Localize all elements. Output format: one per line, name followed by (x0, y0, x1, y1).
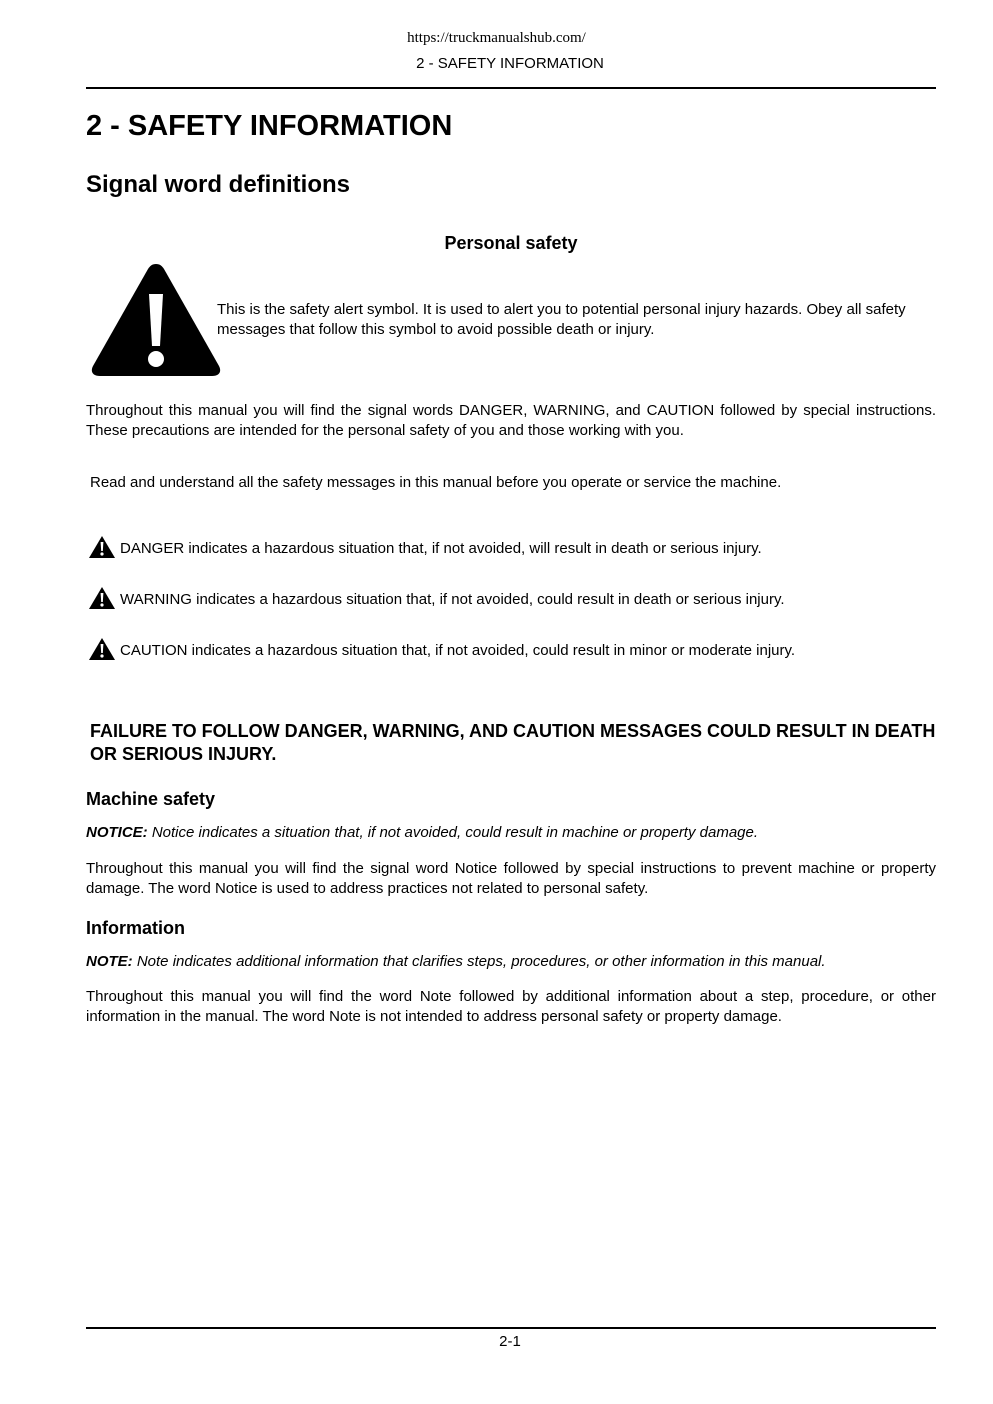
information-heading: Information (86, 918, 185, 938)
caution-text: CAUTION indicates a hazardous situation that, if not avoided, could result in minor or moderate injury. (120, 642, 796, 659)
danger-text: DANGER indicates a hazardous situation that, if not avoided, will result in death or serious injury. (120, 540, 762, 557)
page-number: 2-1 (499, 1333, 521, 1350)
safety-alert-description: This is the safety alert symbol. It is used to alert you to potential personal injury hazards. Obey all safety messages that follow this symbol to avoid possible death or injury. (217, 301, 906, 338)
safety-alert-triangle-icon (89, 260, 223, 378)
notice-label: NOTICE: (86, 824, 148, 841)
notice-text: Notice indicates a situation that, if not avoided, could result in machine or property damage. (151, 824, 759, 841)
note-text: Note indicates additional information that clarifies steps, procedures, or other information in this manual. (136, 953, 826, 970)
notice-definition (86, 823, 936, 843)
safety-alert-triangle-icon (88, 586, 116, 610)
source-url: https://truckmanualshub.com/ (407, 30, 586, 46)
danger-definition (88, 535, 762, 559)
safety-alert-triangle-icon (88, 535, 116, 559)
caution-definition (88, 637, 795, 661)
safety-alert-triangle-icon (88, 637, 116, 661)
section-title: Signal word definitions (86, 171, 350, 198)
read-understand-paragraph: Read and understand all the safety messages in this manual before you operate or service the machine. (90, 474, 782, 491)
failure-warning: FAILURE TO FOLLOW DANGER, WARNING, AND CAUTION MESSAGES COULD RESULT IN DEATH OR SERIOUS INJURY. (90, 721, 936, 764)
footer-rule (86, 1327, 936, 1329)
warning-text: WARNING indicates a hazardous situation that, if not avoided, could result in death or serious injury. (120, 591, 785, 608)
information-paragraph: Throughout this manual you will find the word Note followed by additional information about a step, procedure, or other information in the manual. The word Note is not intended to address personal safety or property damage. (86, 988, 936, 1025)
warning-definition (88, 586, 785, 610)
note-definition (86, 952, 936, 972)
page-title: 2 - SAFETY INFORMATION (86, 110, 453, 142)
machine-safety-paragraph: Throughout this manual you will find the signal word Notice followed by special instructions to prevent machine or property damage. The word Notice is used to address practices not related to personal safety. (86, 860, 936, 897)
signal-words-intro: Throughout this manual you will find the signal words DANGER, WARNING, and CAUTION followed by special instructions. These precautions are intended for the personal safety of you and those working with you. (86, 402, 936, 439)
machine-safety-heading: Machine safety (86, 789, 216, 809)
note-label: NOTE: (86, 953, 133, 970)
running-header: 2 - SAFETY INFORMATION (416, 55, 604, 72)
personal-safety-heading: Personal safety (444, 233, 578, 253)
header-rule (86, 87, 936, 89)
